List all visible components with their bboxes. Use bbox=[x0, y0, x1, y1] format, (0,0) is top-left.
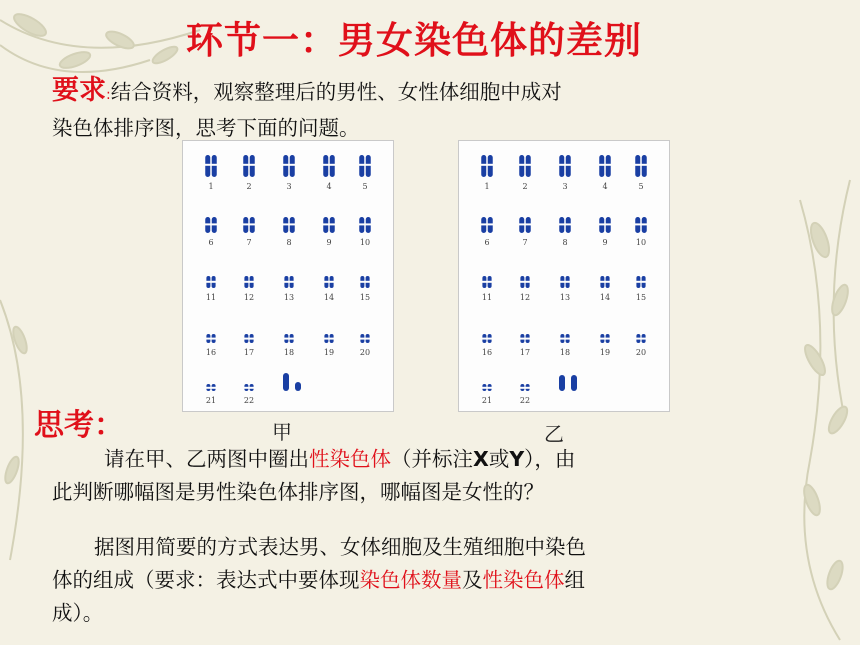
chromosome-number: 5 bbox=[638, 182, 644, 191]
chromosome-pair bbox=[282, 155, 296, 177]
karyotype-left-caption: 甲 bbox=[272, 420, 292, 444]
chromosome-pair bbox=[204, 155, 218, 177]
chromosome-number: 18 bbox=[559, 348, 571, 357]
karyotype-panel-right bbox=[458, 140, 670, 412]
chromosome-number: 3 bbox=[562, 182, 568, 191]
chromosome-pair bbox=[481, 384, 492, 391]
karyotype-left-image bbox=[183, 141, 393, 411]
chromosome-number: 14 bbox=[323, 293, 335, 302]
chromosome-number: 14 bbox=[599, 293, 611, 302]
q1-x: X bbox=[473, 447, 489, 471]
chromosome-pair bbox=[481, 276, 492, 288]
chromosome-pair bbox=[205, 384, 216, 391]
chromosome-pair bbox=[243, 334, 254, 343]
chromosome-pair bbox=[480, 155, 494, 177]
chromosome-pair bbox=[518, 217, 532, 233]
chromosome-pair bbox=[204, 217, 218, 233]
chromosome-pair bbox=[599, 334, 610, 343]
chromosome-number: 10 bbox=[359, 238, 371, 247]
chromosome-pair bbox=[359, 334, 370, 343]
chromosome-number: 7 bbox=[246, 238, 252, 247]
requirement-text bbox=[52, 74, 812, 145]
chromosome-pair bbox=[598, 217, 612, 233]
chromosome-pair bbox=[322, 217, 336, 233]
chromosome-pair bbox=[519, 276, 530, 288]
chromosome-number: 18 bbox=[283, 348, 295, 357]
chromosome-pair bbox=[322, 155, 336, 177]
chromosome-number: 4 bbox=[326, 182, 332, 191]
chromosome-number: 17 bbox=[519, 348, 531, 357]
karyotype-right-image bbox=[459, 141, 669, 411]
chromosome-pair bbox=[518, 155, 532, 177]
chromosome-pair bbox=[283, 334, 294, 343]
chromosome-number: 21 bbox=[481, 396, 493, 405]
chromosome-number: 12 bbox=[519, 293, 531, 302]
chromosome-pair bbox=[481, 334, 492, 343]
chromosome-pair bbox=[282, 217, 296, 233]
chromosome-pair bbox=[559, 276, 570, 288]
chromosome-number: 9 bbox=[602, 238, 608, 247]
q2-line1: 据图用简要的方式表达男、女体细胞及生殖细胞中染色 bbox=[94, 535, 586, 559]
chromosome-pair bbox=[519, 334, 530, 343]
karyotype-right-caption: 乙 bbox=[544, 422, 564, 446]
question-1 bbox=[52, 443, 812, 509]
chromosome-number: 1 bbox=[484, 182, 490, 191]
chromosome-pair bbox=[242, 217, 256, 233]
chromosome-number: 22 bbox=[243, 396, 255, 405]
q1-mid2: ），由 bbox=[524, 447, 576, 471]
chromosome-number: 12 bbox=[243, 293, 255, 302]
chromosome-number: 11 bbox=[205, 293, 217, 302]
chromosome-pair bbox=[358, 155, 372, 177]
chromosome-pair bbox=[323, 334, 334, 343]
chromosome-pair bbox=[283, 276, 294, 288]
sex-chromosome-pair bbox=[283, 373, 301, 391]
requirement-label: 要求 bbox=[52, 75, 106, 106]
chromosome-pair bbox=[635, 334, 646, 343]
chromosome-number: 6 bbox=[484, 238, 490, 247]
sex-chromosome-pair bbox=[559, 375, 577, 391]
chromosome-pair bbox=[243, 384, 254, 391]
q1-line2: 此判断哪幅图是男性染色体排序图，哪幅图是女性的？ bbox=[52, 480, 544, 504]
chromosome-number: 22 bbox=[519, 396, 531, 405]
q1-y: Y bbox=[509, 447, 525, 471]
q2-highlight2: 性染色体 bbox=[482, 568, 565, 592]
chromosome-pair bbox=[634, 217, 648, 233]
requirement-line1: 结合资料，观察整理后的男性、女性体细胞中成对 bbox=[110, 80, 562, 104]
q1-mid1: （并标注 bbox=[391, 447, 473, 471]
chromosome-number: 20 bbox=[359, 348, 371, 357]
chromosome-pair bbox=[559, 334, 570, 343]
chromosome-pair bbox=[242, 155, 256, 177]
chromosome-number: 13 bbox=[559, 293, 571, 302]
chromosome-pair bbox=[323, 276, 334, 288]
chromosome-pair bbox=[599, 276, 610, 288]
think-label: 思考： bbox=[34, 408, 124, 443]
chromosome-number: 10 bbox=[635, 238, 647, 247]
q2-line3: 成）。 bbox=[52, 601, 104, 625]
chromosome-number: 7 bbox=[522, 238, 528, 247]
requirement-line2: 染色体排序图，思考下面的问题。 bbox=[52, 116, 360, 140]
chromosome-number: 19 bbox=[599, 348, 611, 357]
q1-or: 或 bbox=[488, 447, 510, 471]
q2-line2-pre: 体的组成（要求：表达式中要体现 bbox=[52, 568, 360, 592]
chromosome-number: 2 bbox=[522, 182, 528, 191]
q2-highlight1: 染色体数量 bbox=[359, 568, 462, 592]
chromosome-number: 3 bbox=[286, 182, 292, 191]
q2-and: 及 bbox=[462, 568, 483, 592]
chromosome-number: 2 bbox=[246, 182, 252, 191]
chromosome-pair bbox=[359, 276, 370, 288]
chromosome-number: 16 bbox=[205, 348, 217, 357]
chromosome-number: 5 bbox=[362, 182, 368, 191]
chromosome-pair bbox=[480, 217, 494, 233]
chromosome-number: 4 bbox=[602, 182, 608, 191]
chromosome-number: 17 bbox=[243, 348, 255, 357]
chromosome-number: 9 bbox=[326, 238, 332, 247]
q1-pre: 请在甲、乙两图中圈出 bbox=[104, 447, 309, 471]
chromosome-pair bbox=[358, 217, 372, 233]
chromosome-number: 16 bbox=[481, 348, 493, 357]
chromosome-number: 6 bbox=[208, 238, 214, 247]
chromosome-number: 8 bbox=[562, 238, 568, 247]
chromosome-pair bbox=[558, 155, 572, 177]
chromosome-number: 13 bbox=[283, 293, 295, 302]
q1-highlight: 性染色体 bbox=[309, 447, 391, 471]
chromosome-number: 8 bbox=[286, 238, 292, 247]
chromosome-number: 19 bbox=[323, 348, 335, 357]
chromosome-number: 11 bbox=[481, 293, 493, 302]
chromosome-number: 21 bbox=[205, 396, 217, 405]
chromosome-number: 1 bbox=[208, 182, 214, 191]
requirement-colon: : bbox=[106, 87, 111, 103]
chromosome-pair bbox=[205, 334, 216, 343]
chromosome-pair bbox=[598, 155, 612, 177]
chromosome-number: 15 bbox=[635, 293, 647, 302]
chromosome-pair bbox=[558, 217, 572, 233]
chromosome-pair bbox=[635, 276, 646, 288]
chromosome-pair bbox=[634, 155, 648, 177]
page-title: 环节一：男女染色体的差别 bbox=[186, 19, 642, 62]
chromosome-number: 20 bbox=[635, 348, 647, 357]
chromosome-number: 15 bbox=[359, 293, 371, 302]
chromosome-pair bbox=[205, 276, 216, 288]
chromosome-pair bbox=[243, 276, 254, 288]
question-2 bbox=[52, 531, 812, 630]
karyotype-panel-left bbox=[182, 140, 394, 412]
q2-suffix: 组 bbox=[564, 568, 585, 592]
chromosome-pair bbox=[519, 384, 530, 391]
